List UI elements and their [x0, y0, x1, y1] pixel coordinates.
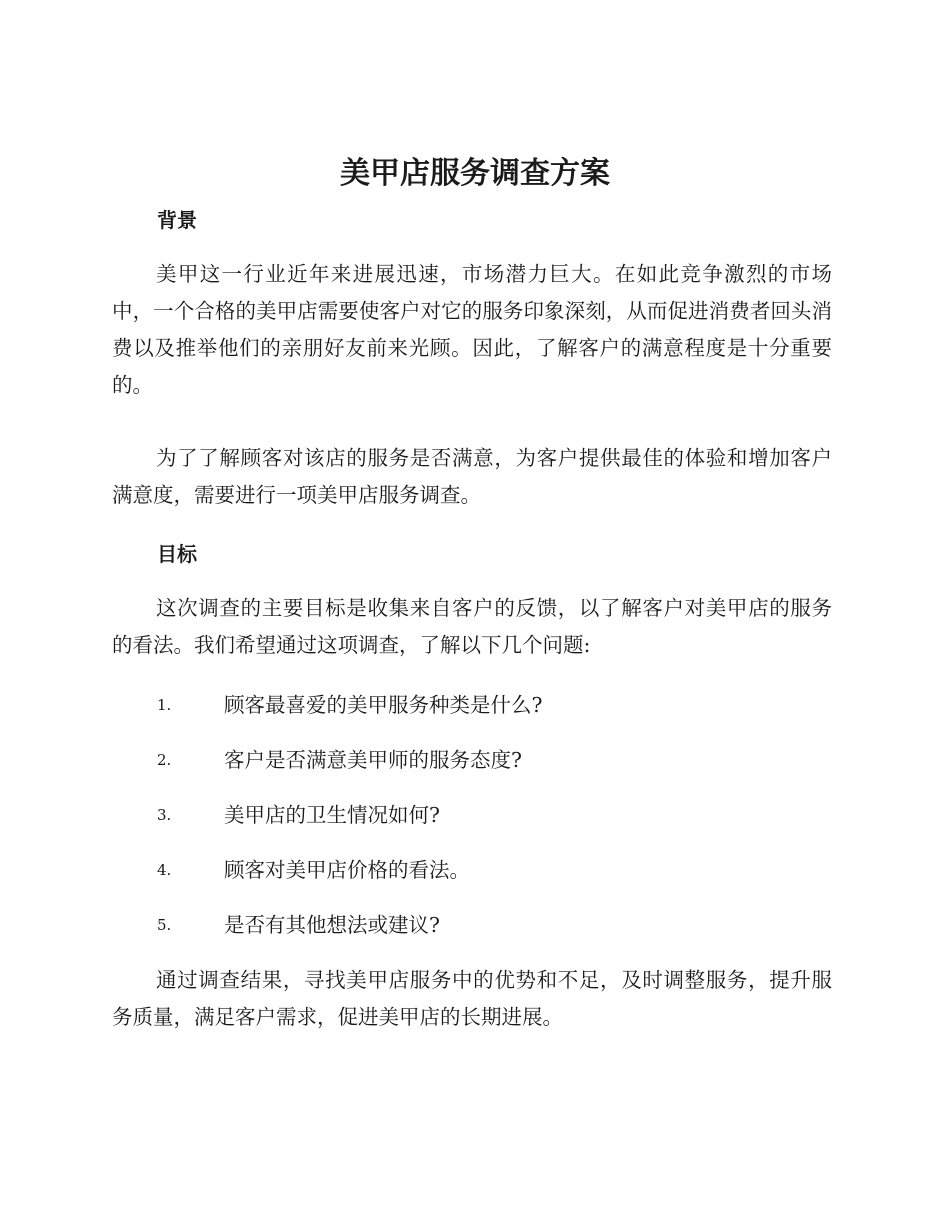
goal-intro-paragraph: 这次调查的主要目标是收集来自客户的反馈，以了解客户对美甲店的服务的看法。我们希望通过这项调查，了解以下几个问题: — [112, 596, 832, 657]
list-text: 是否有其他想法或建议? — [224, 913, 440, 937]
section-heading-background: 背景 — [157, 208, 197, 232]
conclusion-paragraph: 通过调查结果，寻找美甲店服务中的优势和不足，及时调整服务，提升服务质量，满足客户需求，促进美甲店的长期进展。 — [112, 968, 832, 1029]
list-number: 3. — [157, 806, 172, 824]
list-text: 顾客对美甲店价格的看法。 — [224, 858, 470, 882]
document-title: 美甲店服务调查方案 — [340, 156, 610, 191]
background-paragraph-1: 美甲这一行业近年来进展迅速，市场潜力巨大。在如此竞争激烈的市场中，一个合格的美甲店需要使客户对它的服务印象深刻，从而促进消费者回头消费以及推举他们的亲朋好友前来光顾。因此，了解客户的满意程度是十分重要的。 — [112, 262, 832, 397]
list-text: 顾客最喜爱的美甲服务种类是什么? — [224, 693, 543, 717]
list-number: 4. — [157, 861, 172, 879]
list-number: 1. — [157, 696, 172, 714]
background-paragraph-2: 为了了解顾客对该店的服务是否满意，为客户提供最佳的体验和增加客户满意度，需要进行一项美甲店服务调查。 — [112, 446, 832, 507]
list-text: 客户是否满意美甲师的服务态度? — [224, 748, 522, 772]
list-number: 5. — [157, 916, 172, 934]
section-heading-goal: 目标 — [157, 542, 197, 566]
list-number: 2. — [157, 751, 172, 769]
list-text: 美甲店的卫生情况如何? — [224, 803, 440, 827]
